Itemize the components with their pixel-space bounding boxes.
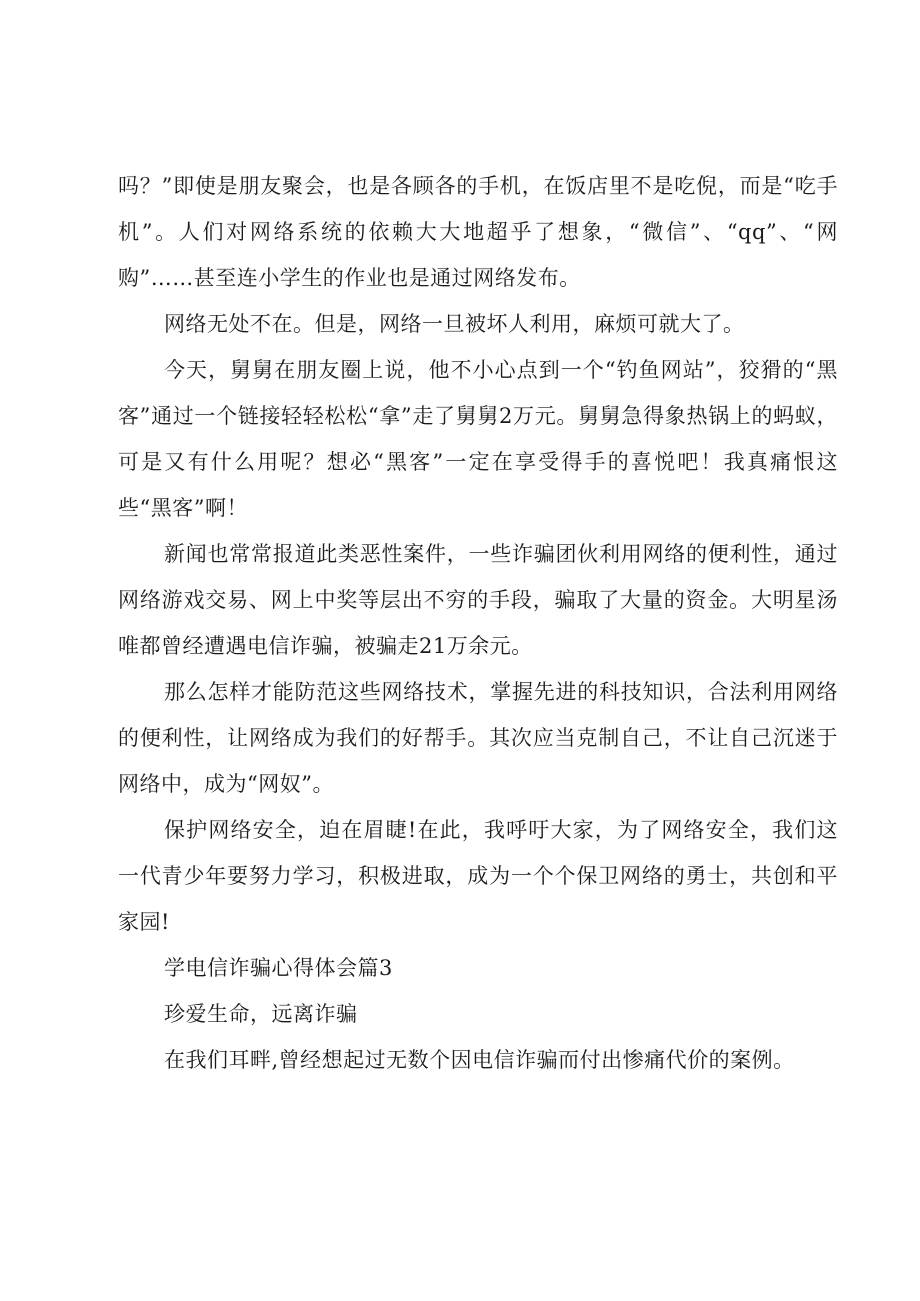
paragraph: 今天，舅舅在朋友圈上说，他不小心点到一个“钓鱼网站”，狡猾的“黑客”通过一个链接轻轻松松“拿”走了舅舅2万元。舅舅急得象热锅上的蚂蚁，可是又有什么用呢？想必“黑客”一定在享受得手的喜悦吧！我真痛恨这些“黑客”啊！	[118, 358, 838, 520]
paragraph: 新闻也常常报道此类恶性案件，一些诈骗团伙利用网络的便利性，通过网络游戏交易、网上中奖等层出不穷的手段，骗取了大量的资金。大明星汤唯都曾经遭遇电信诈骗，被骗走21万余元。	[118, 542, 838, 658]
paragraph-continued: 吗？”即使是朋友聚会，也是各顾各的手机，在饭店里不是吃倪，而是“吃手机”。人们对网络系统的依赖大大地超乎了想象，“微信”、“qq”、“网购”……甚至连小学生的作业也是通过网络发布。	[118, 174, 838, 290]
paragraph: 网络无处不在。但是，网络一旦被坏人利用，麻烦可就大了。	[164, 312, 745, 336]
section-subtitle: 珍爱生命，远离诈骗	[164, 1002, 358, 1026]
paragraph: 保护网络安全，迫在眉睫!在此，我呼吁大家，为了网络安全，我们这一代青少年要努力学习，积极进取，成为一个个保卫网络的勇士，共创和平家园!	[118, 818, 838, 934]
document-body	[118, 163, 838, 1083]
paragraph: 那么怎样才能防范这些网络技术，掌握先进的科技知识，合法利用网络的便利性，让网络成为我们的好帮手。其次应当克制自己，不让自己沉迷于网络中，成为“网奴”。	[118, 680, 838, 796]
paragraph: 在我们耳畔,曾经想起过无数个因电信诈骗而付出惨痛代价的案例。	[164, 1048, 795, 1072]
section-heading: 学电信诈骗心得体会篇3	[164, 956, 393, 980]
